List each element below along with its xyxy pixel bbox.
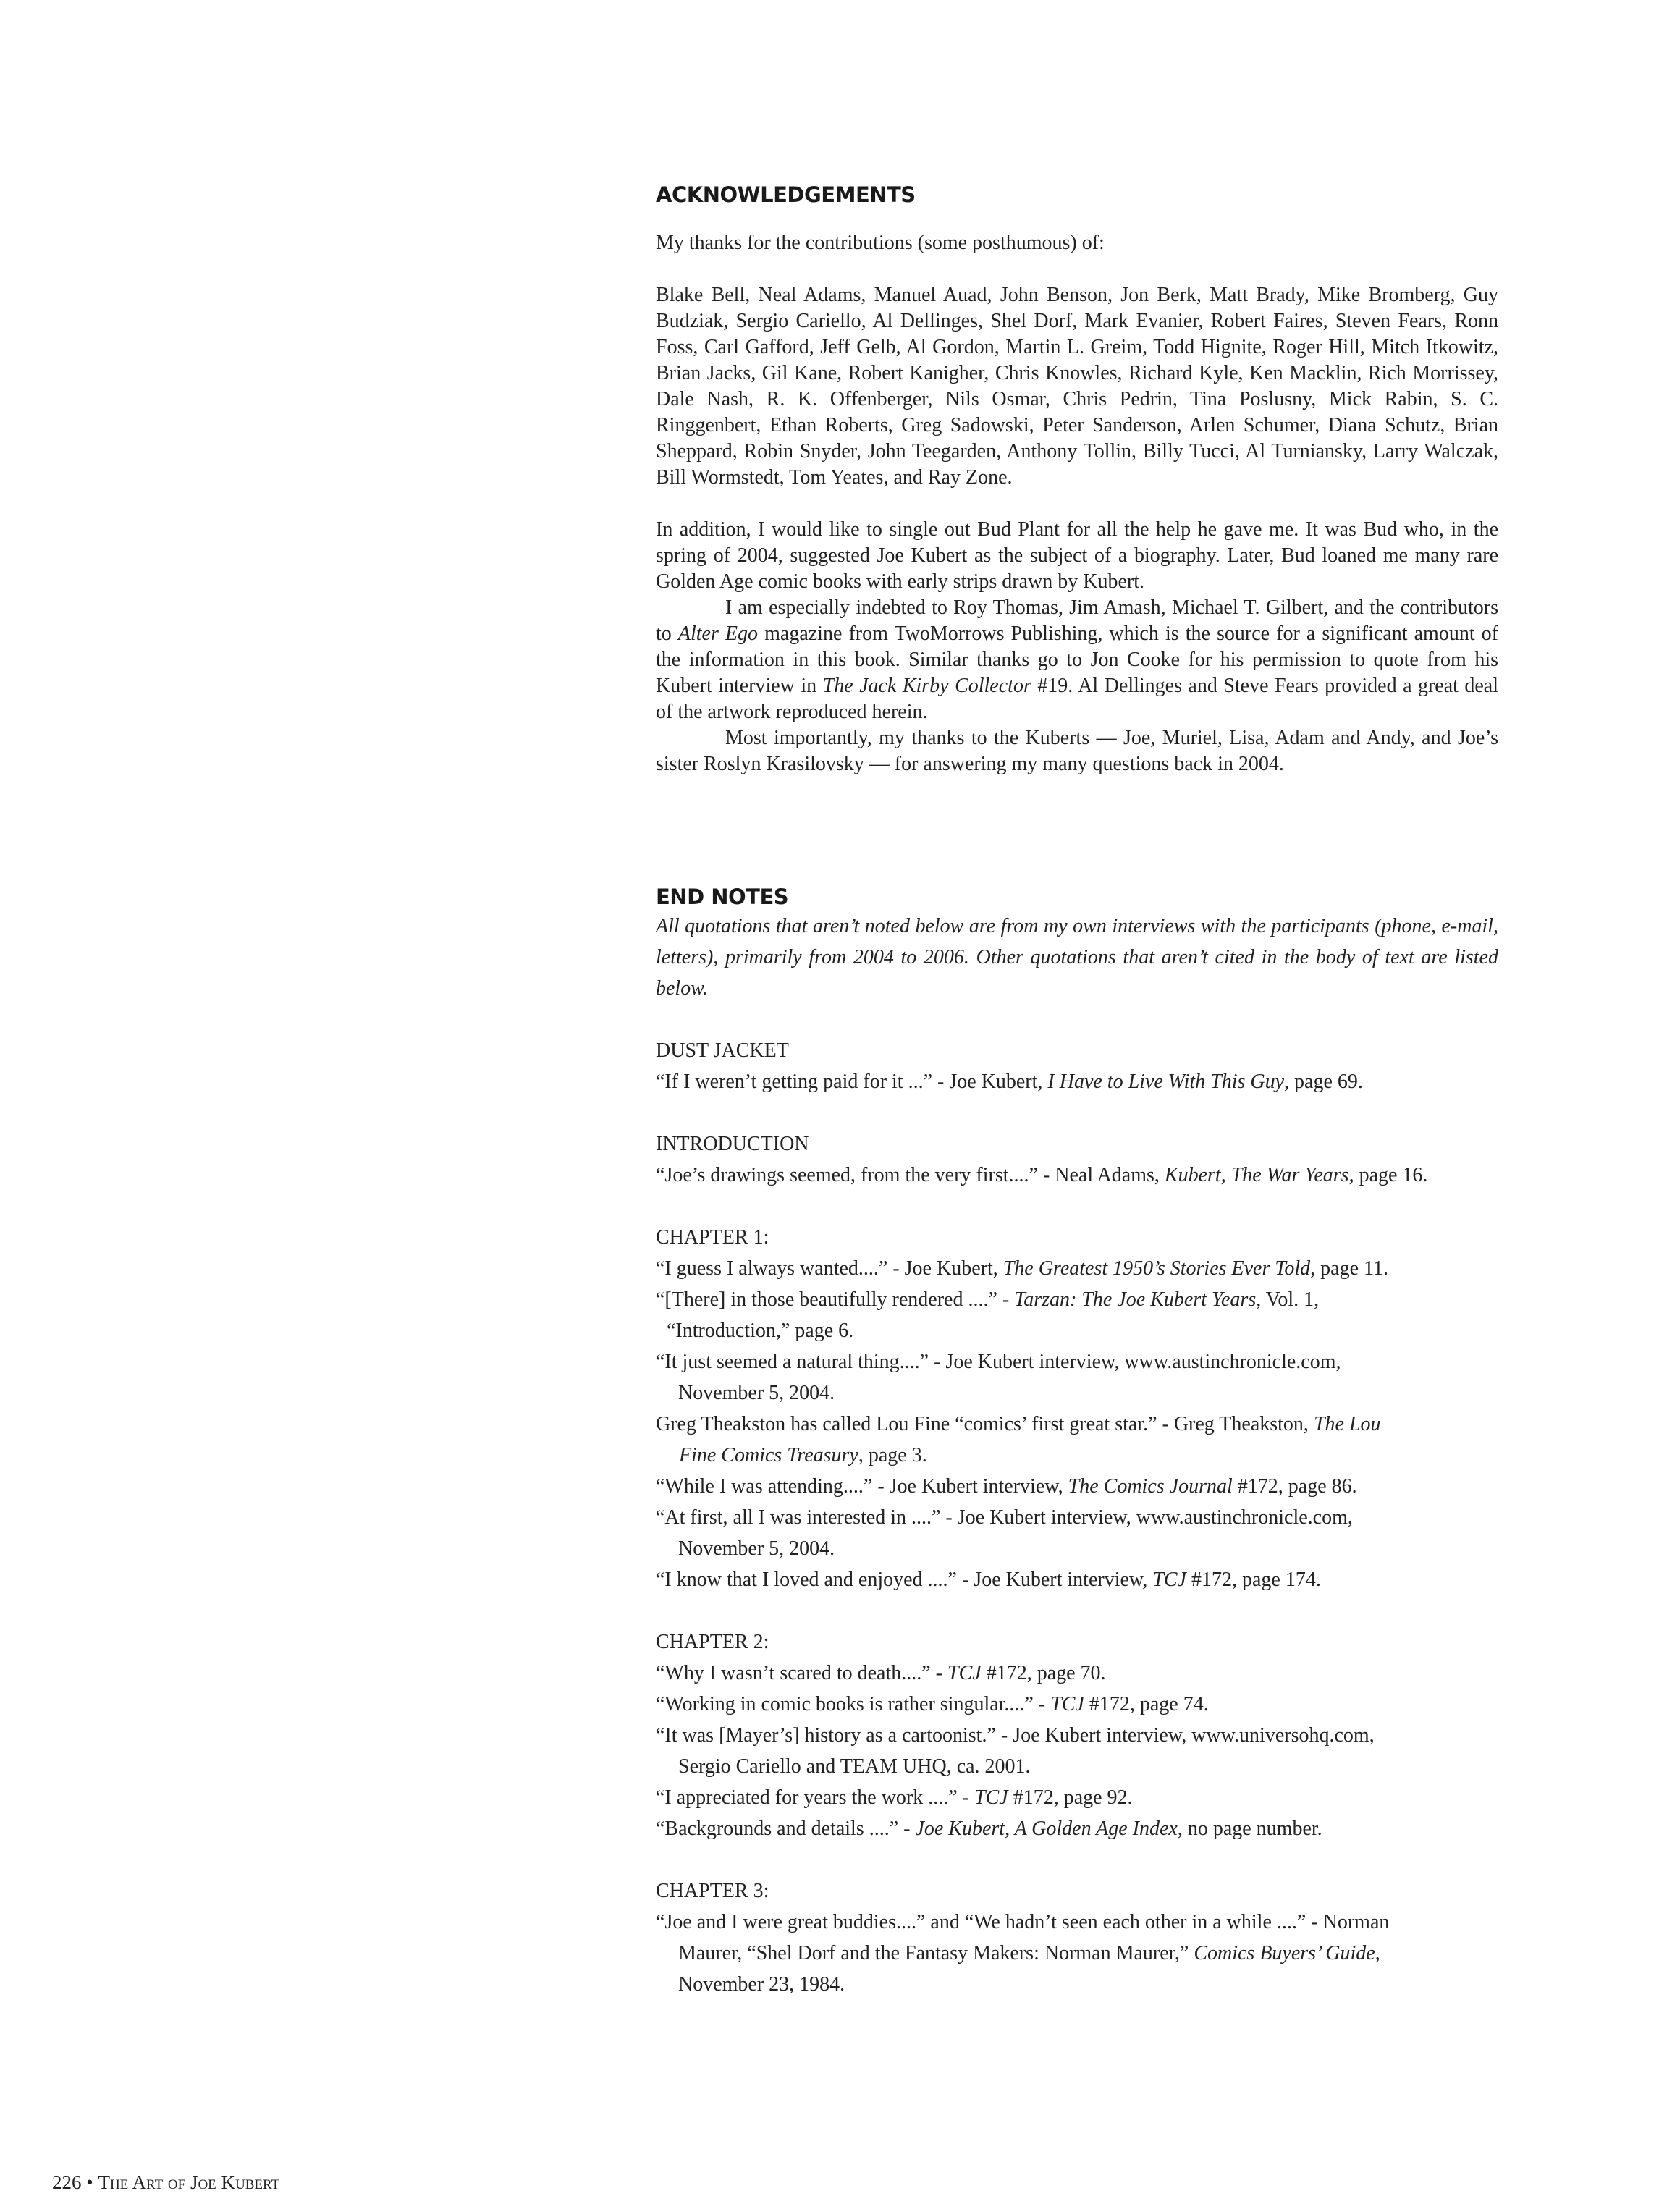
note-entry: “Joe’s drawings seemed, from the very first....” - Neal Adams, Kubert, The War Years, page 16. xyxy=(656,1164,1428,1186)
bud-plant-paragraph: In addition, I would like to single out Bud Plant for all the help he gave me. It was Bud who, in the spring of 2004, suggested Joe Kubert as the subject of a biography. Later, Bud loaned me many rare Golden Age comic books with early strips drawn by Kubert. xyxy=(656,518,1498,593)
dust-jacket-heading: DUST JACKET xyxy=(656,1039,789,1062)
acknowledgements-intro: My thanks for the contributions (some posthumous) of: xyxy=(656,232,1105,254)
contributors-list: Blake Bell, Neal Adams, Manuel Auad, John Benson, Jon Berk, Matt Brady, Mike Bromberg, Guy Budziak, Sergio Cariello, Al Dellinges, Shel Dorf, Mark Evanier, Robert Faires, Steven Fears, Ronn Foss, Carl Gafford, Jeff Gelb, Al Gordon, Martin L. Greim, Todd Hignite, Roger Hill, Mitch Itkowitz, Brian Jacks, Gil Kane, Robert Kanigher, Chris Knowles, Richard Kyle, Ken Macklin, Rich Morrissey, Dale Nash, R. K. Offenberger, Nils Osmar, Chris Pedrin, Tina Poslusny, Mick Rabin, S. C. Ringgenbert, Ethan Roberts, Greg Sadowski, Peter Sanderson, Arlen Schumer, Diana Schutz, Brian Sheppard, Robin Snyder, John Teegarden, Anthony Tollin, Billy Tucci, Al Turniansky, Larry Walczak, Bill Wormstedt, Tom Yeates, and Ray Zone. xyxy=(656,284,1498,489)
note-entry: “[There] in those beautifully rendered ....” - Tarzan: The Joe Kubert Years, Vol. 1, “Introduction,” page 6. xyxy=(656,1288,1320,1342)
page-number: 226 xyxy=(52,2171,82,2193)
introduction-heading: INTRODUCTION xyxy=(656,1133,809,1155)
chapter-2-notes xyxy=(645,1658,1487,1844)
note-entry: “Why I wasn’t scared to death....” - TCJ #172, page 70. xyxy=(656,1662,1106,1684)
chapter-1-notes xyxy=(645,1253,1487,1595)
end-notes-section xyxy=(656,885,1498,2000)
dust-jacket-notes xyxy=(645,1066,1487,1097)
end-notes-lead: All quotations that aren’t noted below are from my own interviews with the participants (phone, e-mail, letters), primarily from 2004 to 2006. Other quotations that aren’t cited in the body of text are listed below. xyxy=(656,915,1498,1000)
note-entry: “I guess I always wanted....” - Joe Kubert, The Greatest 1950’s Stories Ever Told, page 11. xyxy=(656,1257,1388,1280)
note-entry: “I appreciated for years the work ....” - TCJ #172, page 92. xyxy=(656,1786,1133,1809)
note-entry: “Backgrounds and details ....” - Joe Kubert, A Golden Age Index, no page number. xyxy=(656,1818,1322,1840)
page-footer xyxy=(52,2171,279,2194)
chapter-3-notes xyxy=(645,1907,1487,2000)
introduction-notes xyxy=(645,1160,1487,1191)
acknowledgements-section xyxy=(656,182,1498,777)
note-entry: “Working in comic books is rather singular....” - TCJ #172, page 74. xyxy=(656,1693,1209,1715)
note-entry: “I know that I loved and enjoyed ....” - Joe Kubert interview, TCJ #172, page 174. xyxy=(656,1569,1321,1591)
note-entry: “It was [Mayer’s] history as a cartoonist.” - Joe Kubert interview, www.universohq.com, Sergio Cariello and TEAM UHQ, ca. 2001. xyxy=(656,1724,1375,1778)
note-entry: “Joe and I were great buddies....” and “We hadn’t seen each other in a while ....” - Norman Maurer, “Shel Dorf and the Fantasy Makers: Norman Maurer,” Comics Buyers’ Guide, November 23, 1984. xyxy=(656,1911,1390,1996)
chapter-3-heading: CHAPTER 3: xyxy=(656,1880,769,1902)
chapter-1-heading: CHAPTER 1: xyxy=(656,1226,769,1249)
note-entry: “While I was attending....” - Joe Kubert interview, The Comics Journal #172, page 86. xyxy=(656,1475,1357,1498)
note-entry: “It just seemed a natural thing....” - Joe Kubert interview, www.austinchronicle.com, November 5, 2004. xyxy=(656,1351,1341,1404)
acknowledgements-heading: ACKNOWLEDGEMENTS xyxy=(656,182,916,207)
footer-bullet: • xyxy=(86,2171,93,2193)
chapter-2-heading: CHAPTER 2: xyxy=(656,1631,769,1653)
end-notes-heading: END NOTES xyxy=(656,885,789,909)
roy-thomas-paragraph: I am especially indebted to Roy Thomas, Jim Amash, Michael T. Gilbert, and the contributors to Alter Ego magazine from TwoMorrows Publishing, which is the source for a significant amount of the information in this book. Similar thanks go to Jon Cooke for his permission to quote from his Kubert interview in The Jack Kirby Collector #19. Al Dellinges and Steve Fears provided a great deal of the artwork reproduced herein. xyxy=(656,596,1499,723)
note-entry: Greg Theakston has called Lou Fine “comics’ first great star.” - Greg Theakston, The Lou Fine Comics Treasury, page 3. xyxy=(656,1413,1381,1466)
note-entry: “If I weren’t getting paid for it ...” - Joe Kubert, I Have to Live With This Guy, page 69. xyxy=(656,1071,1363,1093)
note-entry: “At first, all I was interested in ....” - Joe Kubert interview, www.austinchronicle.com, November 5, 2004. xyxy=(656,1506,1353,1560)
running-title: The Art of Joe Kubert xyxy=(98,2171,280,2193)
kuberts-paragraph: Most importantly, my thanks to the Kuberts — Joe, Muriel, Lisa, Adam and Andy, and Joe’s sister Roslyn Krasilovsky — for answering my many questions back in 2004. xyxy=(656,727,1498,775)
